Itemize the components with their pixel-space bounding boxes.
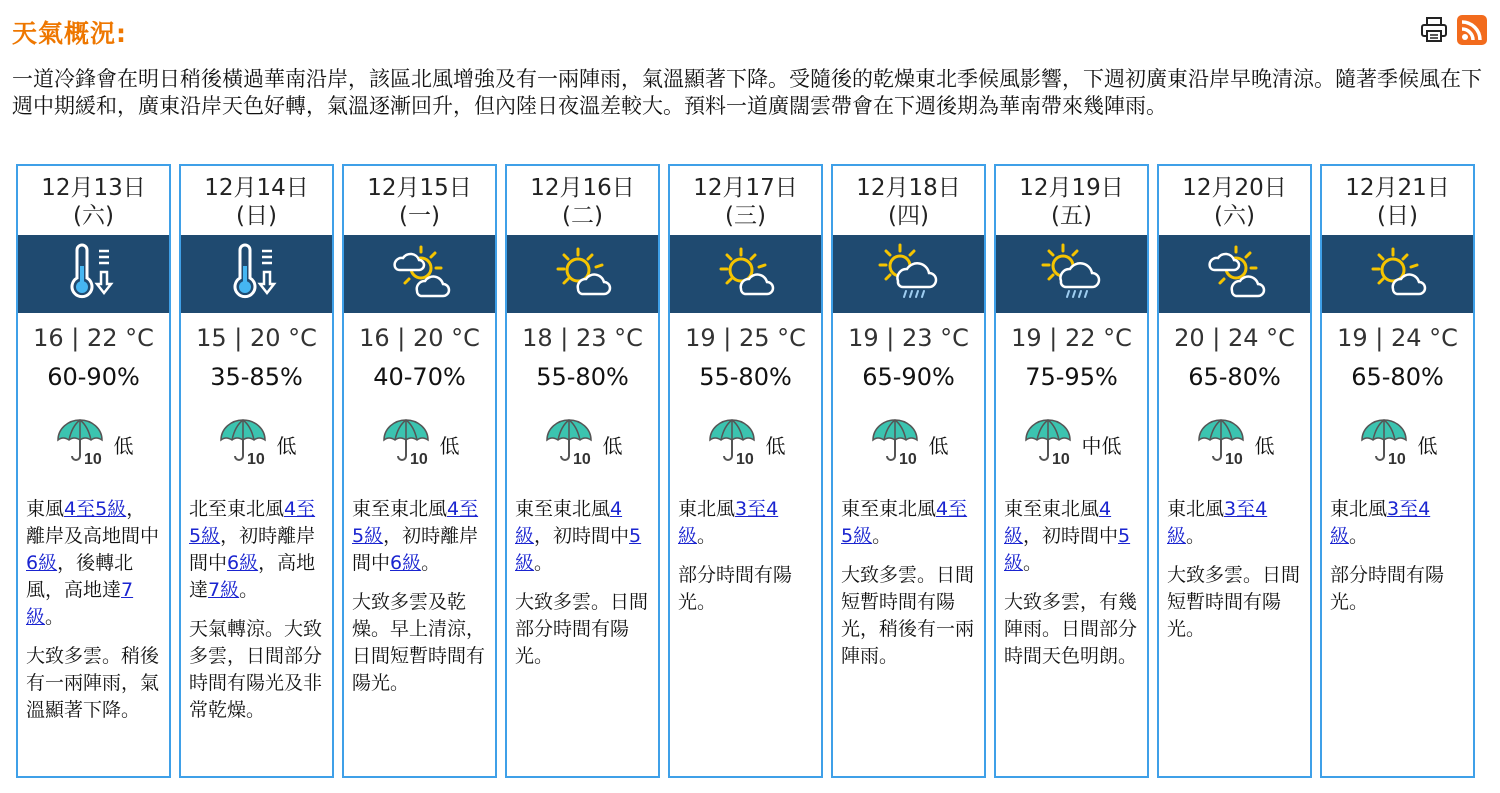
wind-text: 。 xyxy=(421,552,441,574)
temperature-range: 16 | 20 °C xyxy=(359,324,480,352)
forecast-date xyxy=(18,166,169,234)
psr-level: 低 xyxy=(602,433,623,458)
weather-description: 天氣轉涼。大致多雲，日間部分時間有陽光及非常乾燥。 xyxy=(189,618,323,721)
wind-force-link[interactable]: 4至5級 xyxy=(841,498,968,547)
wind-force-link[interactable]: 5級 xyxy=(1004,525,1131,574)
wind-text: ，初時間中 xyxy=(1023,525,1119,547)
psr-indicator xyxy=(181,418,332,470)
psr-indicator xyxy=(18,418,169,470)
wind-text: 東北風 xyxy=(1330,498,1388,520)
wind-text: 。 xyxy=(872,525,892,547)
page-title: 天氣概況: xyxy=(12,19,127,48)
wind-force-link[interactable]: 6級 xyxy=(390,552,422,574)
wind-text: 東至東北風 xyxy=(352,498,448,520)
forecast-details xyxy=(26,496,163,724)
forecast-details xyxy=(1167,496,1304,643)
cold-thermometer-icon xyxy=(59,242,129,306)
forecast-card xyxy=(342,164,497,778)
weekday-label: (六) xyxy=(1214,203,1255,229)
forecast-date xyxy=(1159,166,1310,234)
weather-icon-band xyxy=(670,235,821,313)
date-label: 12月13日 xyxy=(41,175,146,201)
rss-icon[interactable] xyxy=(1456,14,1488,46)
forecast-details xyxy=(352,496,489,697)
wind-description xyxy=(515,496,652,577)
forecast-card xyxy=(505,164,660,778)
toolbar xyxy=(1418,14,1488,46)
wind-force-link[interactable]: 3至4級 xyxy=(1330,498,1431,547)
umbrella-psr-icon xyxy=(380,418,436,470)
wind-text: 東北風 xyxy=(678,498,736,520)
wind-text: 東風 xyxy=(26,498,65,520)
forecast-date xyxy=(344,166,495,234)
temperature-range: 19 | 22 °C xyxy=(1011,324,1132,352)
umbrella-psr-icon xyxy=(1022,418,1078,470)
mostly-cloudy-icon xyxy=(1200,241,1270,307)
psr-level: 低 xyxy=(1417,433,1438,458)
wind-force-link[interactable]: 6級 xyxy=(26,552,58,574)
weekday-label: (五) xyxy=(1051,203,1092,229)
forecast-details xyxy=(678,496,815,616)
temperature-range: 20 | 24 °C xyxy=(1174,324,1295,352)
forecast-details xyxy=(841,496,978,670)
umbrella-psr-icon xyxy=(54,418,110,470)
weather-icon-band xyxy=(1322,235,1473,313)
umbrella-psr-icon xyxy=(869,418,925,470)
wind-force-link[interactable]: 4級 xyxy=(1004,498,1112,547)
wind-force-link[interactable]: 4級 xyxy=(515,498,623,547)
psr-level: 中低 xyxy=(1081,433,1122,458)
svg-text:10: 10 xyxy=(735,451,754,466)
humidity-range: 65-90% xyxy=(862,363,955,391)
forecast-card xyxy=(16,164,171,778)
weekday-label: (日) xyxy=(236,203,277,229)
psr-indicator xyxy=(1322,418,1473,470)
sunny-periods-icon xyxy=(1363,241,1433,307)
forecast-date xyxy=(670,166,821,234)
temperature-range: 19 | 25 °C xyxy=(685,324,806,352)
weather-description: 大致多雲。日間短暫時間有陽光，稍後有一兩陣雨。 xyxy=(841,564,975,667)
wind-text: 北至東北風 xyxy=(189,498,285,520)
wind-text: 。 xyxy=(1186,525,1206,547)
psr-level: 低 xyxy=(276,433,297,458)
temperature-range: 19 | 24 °C xyxy=(1337,324,1458,352)
weather-description: 部分時間有陽光。 xyxy=(678,564,793,613)
mostly-cloudy-icon xyxy=(385,241,455,307)
sunny-periods-icon xyxy=(548,241,618,307)
weekday-label: (日) xyxy=(1377,203,1418,229)
svg-text:10: 10 xyxy=(1224,451,1243,466)
weekday-label: (四) xyxy=(888,203,929,229)
forecast-card xyxy=(1320,164,1475,778)
weather-summary: 一道冷鋒會在明日稍後橫過華南沿岸，該區北風增強及有一兩陣雨，氣溫顯著下降。受隨後的乾燥東北季候風影響，下週初廣東沿岸早晚清涼。隨著季候風在下週中期緩和，廣東沿岸天色好轉，氣溫逐漸回升，但內陸日夜溫差較大。預料一道廣闊雲帶會在下週後期為華南帶來幾陣雨。 xyxy=(12,67,1482,118)
wind-description xyxy=(1167,496,1304,550)
wind-description xyxy=(678,496,815,550)
forecast-card xyxy=(1157,164,1312,778)
sunny-periods-icon xyxy=(711,241,781,307)
psr-level: 低 xyxy=(113,433,134,458)
date-label: 12月20日 xyxy=(1182,175,1287,201)
wind-force-link[interactable]: 4至5級 xyxy=(64,498,127,520)
humidity-range: 55-80% xyxy=(699,363,792,391)
forecast-details xyxy=(189,496,326,724)
wind-description xyxy=(1330,496,1467,550)
wind-text: ，初時離岸間中 xyxy=(189,525,316,574)
weekday-label: (二) xyxy=(562,203,603,229)
wind-description xyxy=(352,496,489,577)
wind-description xyxy=(189,496,326,604)
forecast-card xyxy=(668,164,823,778)
wind-force-link[interactable]: 3至4級 xyxy=(678,498,779,547)
wind-text: ，後轉北風，高地達 xyxy=(26,552,134,601)
humidity-range: 40-70% xyxy=(373,363,466,391)
weather-description: 大致多雲。稍後有一兩陣雨，氣溫顯著下降。 xyxy=(26,645,160,721)
svg-text:10: 10 xyxy=(83,451,102,466)
psr-indicator xyxy=(996,418,1147,470)
svg-text:10: 10 xyxy=(1387,451,1406,466)
svg-text:10: 10 xyxy=(898,451,917,466)
psr-indicator xyxy=(670,418,821,470)
humidity-range: 55-80% xyxy=(536,363,629,391)
umbrella-psr-icon xyxy=(1195,418,1251,470)
wind-force-link[interactable]: 7級 xyxy=(208,579,240,601)
weather-description: 大致多雲。日間部分時間有陽光。 xyxy=(515,591,649,667)
svg-text:10: 10 xyxy=(1051,451,1070,466)
weekday-label: (六) xyxy=(73,203,114,229)
date-label: 12月19日 xyxy=(1019,175,1124,201)
temperature-range: 18 | 23 °C xyxy=(522,324,643,352)
forecast-details xyxy=(515,496,652,670)
wind-text: ，離岸及高地間中 xyxy=(26,498,160,547)
weather-icon-band xyxy=(996,235,1147,313)
wind-text: ，高地達 xyxy=(189,552,316,601)
wind-force-link[interactable]: 4至5級 xyxy=(352,498,479,547)
wind-text: 。 xyxy=(1349,525,1369,547)
wind-description xyxy=(26,496,163,631)
forecast-date xyxy=(181,166,332,234)
umbrella-psr-icon xyxy=(1358,418,1414,470)
wind-force-link[interactable]: 6級 xyxy=(227,552,259,574)
psr-indicator xyxy=(344,418,495,470)
psr-level: 低 xyxy=(928,433,949,458)
psr-indicator xyxy=(507,418,658,470)
svg-text:10: 10 xyxy=(572,451,591,466)
humidity-range: 60-90% xyxy=(47,363,140,391)
weather-description: 大致多雲。日間短暫時間有陽光。 xyxy=(1167,564,1301,640)
humidity-range: 65-80% xyxy=(1188,363,1281,391)
forecast-date xyxy=(507,166,658,234)
psr-level: 低 xyxy=(439,433,460,458)
wind-text: 。 xyxy=(45,606,65,628)
wind-force-link[interactable]: 3至4級 xyxy=(1167,498,1268,547)
wind-text: 東北風 xyxy=(1167,498,1225,520)
humidity-range: 75-95% xyxy=(1025,363,1118,391)
weather-icon-band xyxy=(181,235,332,313)
psr-level: 低 xyxy=(765,433,786,458)
wind-text: 。 xyxy=(1023,552,1043,574)
cold-thermometer-icon xyxy=(222,242,292,306)
temperature-range: 19 | 23 °C xyxy=(848,324,969,352)
forecast-date xyxy=(996,166,1147,234)
date-label: 12月16日 xyxy=(530,175,635,201)
date-label: 12月17日 xyxy=(693,175,798,201)
sunny-showers-icon xyxy=(1037,241,1107,307)
umbrella-psr-icon xyxy=(706,418,762,470)
wind-text: 。 xyxy=(697,525,717,547)
forecast-card xyxy=(179,164,334,778)
forecast-date xyxy=(833,166,984,234)
wind-text: ，初時間中 xyxy=(534,525,630,547)
weather-description: 大致多雲，有幾陣雨。日間部分時間天色明朗。 xyxy=(1004,591,1138,667)
wind-force-link[interactable]: 5級 xyxy=(515,525,642,574)
wind-force-link[interactable]: 4至5級 xyxy=(189,498,316,547)
wind-description xyxy=(1004,496,1141,577)
forecast-details xyxy=(1004,496,1141,670)
svg-text:10: 10 xyxy=(246,451,265,466)
forecast-card xyxy=(994,164,1149,778)
temperature-range: 16 | 22 °C xyxy=(33,324,154,352)
date-label: 12月18日 xyxy=(856,175,961,201)
wind-text: 。 xyxy=(239,579,259,601)
forecast-card xyxy=(831,164,986,778)
sunny-showers-icon xyxy=(874,241,944,307)
wind-text: ，初時離岸間中 xyxy=(352,525,479,574)
weekday-label: (一) xyxy=(399,203,440,229)
wind-description xyxy=(841,496,978,550)
psr-indicator xyxy=(833,418,984,470)
umbrella-psr-icon xyxy=(543,418,599,470)
forecast-date xyxy=(1322,166,1473,234)
humidity-range: 65-80% xyxy=(1351,363,1444,391)
weather-description: 大致多雲及乾燥。早上清涼，日間短暫時間有陽光。 xyxy=(352,591,486,694)
wind-text: 東至東北風 xyxy=(515,498,611,520)
umbrella-psr-icon xyxy=(217,418,273,470)
date-label: 12月14日 xyxy=(204,175,309,201)
weather-icon-band xyxy=(1159,235,1310,313)
wind-text: 東至東北風 xyxy=(1004,498,1100,520)
weather-icon-band xyxy=(833,235,984,313)
date-label: 12月21日 xyxy=(1345,175,1450,201)
weather-icon-band xyxy=(18,235,169,313)
psr-indicator xyxy=(1159,418,1310,470)
forecast-details xyxy=(1330,496,1467,616)
wind-text: 。 xyxy=(534,552,554,574)
psr-level: 低 xyxy=(1254,433,1275,458)
date-label: 12月15日 xyxy=(367,175,472,201)
wind-force-link[interactable]: 7級 xyxy=(26,579,134,628)
weather-icon-band xyxy=(507,235,658,313)
temperature-range: 15 | 20 °C xyxy=(196,324,317,352)
printer-icon[interactable] xyxy=(1418,14,1450,46)
wind-text: 東至東北風 xyxy=(841,498,937,520)
svg-text:10: 10 xyxy=(409,451,428,466)
forecast-cards xyxy=(16,164,1475,778)
weather-icon-band xyxy=(344,235,495,313)
humidity-range: 35-85% xyxy=(210,363,303,391)
weather-description: 部分時間有陽光。 xyxy=(1330,564,1445,613)
weekday-label: (三) xyxy=(725,203,766,229)
